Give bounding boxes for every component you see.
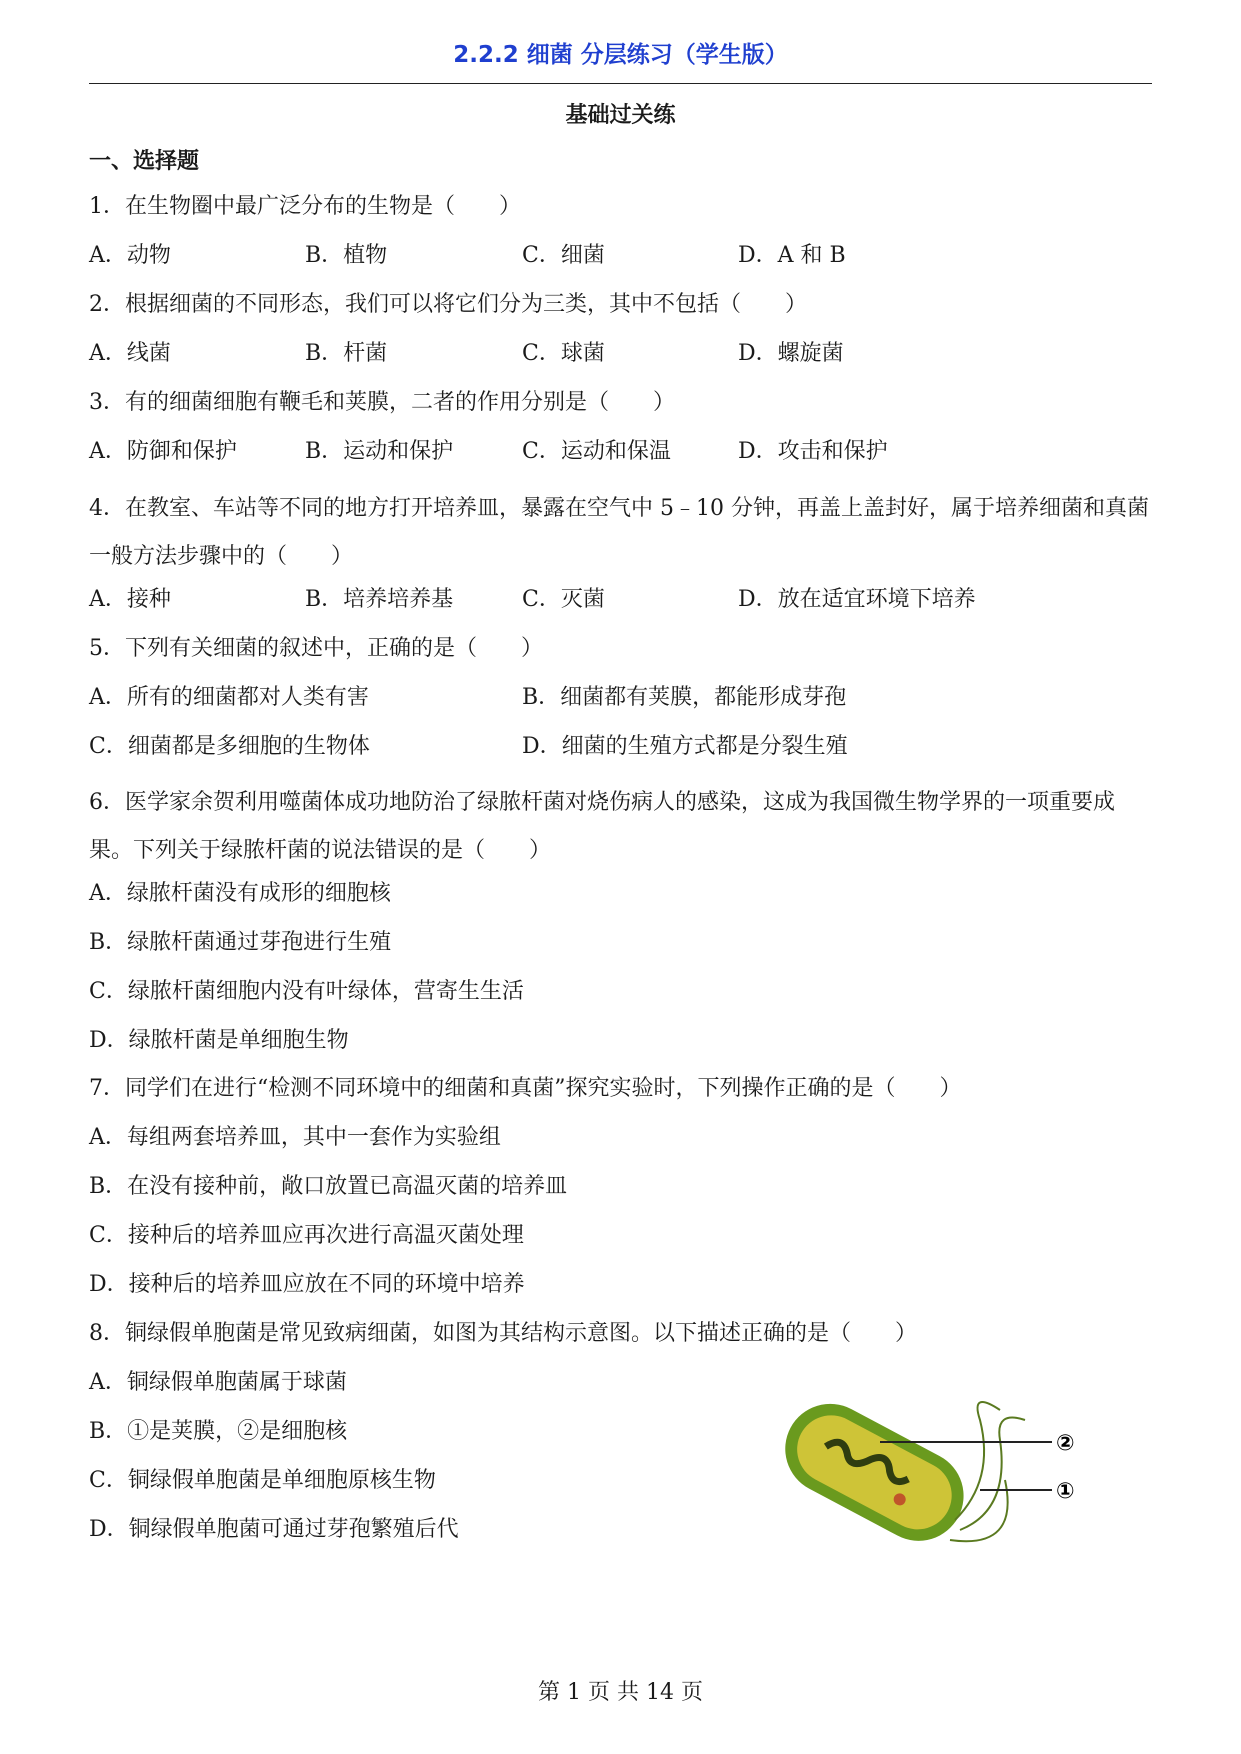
question-3-option-d[interactable]: D．攻击和保护 bbox=[738, 439, 888, 464]
question-8-option-d[interactable]: D．铜绿假单胞菌可通过芽孢繁殖后代 bbox=[89, 1517, 459, 1542]
question-7-option-d[interactable]: D．接种后的培养皿应放在不同的环境中培养 bbox=[89, 1272, 525, 1297]
question-7-stem: 7．同学们在进行“检测不同环境中的细菌和真菌”探究实验时，下列操作正确的是（ ） bbox=[89, 1076, 962, 1101]
question-8-option-a[interactable]: A．铜绿假单胞菌属于球菌 bbox=[89, 1370, 347, 1395]
question-1-stem: 1．在生物圈中最广泛分布的生物是（ ） bbox=[89, 194, 521, 219]
question-1-option-b[interactable]: B．植物 bbox=[305, 243, 388, 268]
question-4-option-b[interactable]: B．培养培养基 bbox=[305, 587, 454, 612]
question-6-option-c[interactable]: C．绿脓杆菌细胞内没有叶绿体，营寄生生活 bbox=[89, 979, 524, 1004]
header-divider bbox=[89, 83, 1152, 84]
label-1: ① bbox=[1056, 1479, 1075, 1504]
section-subtitle: 基础过关练 bbox=[565, 103, 676, 128]
question-1-option-a[interactable]: A．动物 bbox=[89, 243, 171, 268]
question-2-option-d[interactable]: D．螺旋菌 bbox=[738, 341, 844, 366]
question-3-stem: 3．有的细菌细胞有鞭毛和荚膜，二者的作用分别是（ ） bbox=[89, 390, 675, 415]
question-7-option-c[interactable]: C．接种后的培养皿应再次进行高温灭菌处理 bbox=[89, 1223, 524, 1248]
question-2-option-b[interactable]: B．杆菌 bbox=[305, 341, 388, 366]
question-2-stem: 2．根据细菌的不同形态，我们可以将它们分为三类，其中不包括（ ） bbox=[89, 292, 807, 317]
question-2-option-a[interactable]: A．线菌 bbox=[89, 341, 171, 366]
question-5-option-c[interactable]: C．细菌都是多细胞的生物体 bbox=[89, 734, 370, 759]
question-4-option-a[interactable]: A．接种 bbox=[89, 587, 171, 612]
page-footer: 第 1 页 共 14 页 bbox=[538, 1680, 703, 1705]
question-8-option-c[interactable]: C．铜绿假单胞菌是单细胞原核生物 bbox=[89, 1468, 436, 1493]
question-4-option-c[interactable]: C．灭菌 bbox=[522, 587, 605, 612]
question-2-option-c[interactable]: C．球菌 bbox=[522, 341, 605, 366]
question-4-stem: 4．在教室、车站等不同的地方打开培养皿，暴露在空气中 5﹣10 分钟，再盖上盖封好，属于培养细菌和真菌一般方法步骤中的（ ） bbox=[89, 496, 1149, 569]
question-5-option-d[interactable]: D．细菌的生殖方式都是分裂生殖 bbox=[522, 734, 848, 759]
header-title: 2.2.2 细菌 分层练习（学生版） bbox=[453, 42, 788, 68]
bacterium-structure-figure bbox=[760, 1370, 1080, 1570]
section-heading: 一、选择题 bbox=[89, 149, 200, 174]
question-6-option-a[interactable]: A．绿脓杆菌没有成形的细胞核 bbox=[89, 881, 391, 906]
question-3-option-b[interactable]: B．运动和保护 bbox=[305, 439, 454, 464]
question-3-option-c[interactable]: C．运动和保温 bbox=[522, 439, 671, 464]
question-5-option-b[interactable]: B．细菌都有荚膜，都能形成芽孢 bbox=[522, 685, 847, 710]
question-4-option-d[interactable]: D．放在适宜环境下培养 bbox=[738, 587, 976, 612]
question-3-option-a[interactable]: A．防御和保护 bbox=[89, 439, 237, 464]
question-8-stem: 8．铜绿假单胞菌是常见致病细菌，如图为其结构示意图。以下描述正确的是（ ） bbox=[89, 1321, 917, 1346]
label-2: ② bbox=[1056, 1431, 1075, 1456]
question-1-option-c[interactable]: C．细菌 bbox=[522, 243, 605, 268]
question-1-option-d[interactable]: D．A 和 B bbox=[738, 243, 846, 268]
question-7-option-b[interactable]: B．在没有接种前，敞口放置已高温灭菌的培养皿 bbox=[89, 1174, 568, 1199]
question-8-option-b[interactable]: B．①是荚膜，②是细胞核 bbox=[89, 1419, 348, 1444]
question-5-option-a[interactable]: A．所有的细菌都对人类有害 bbox=[89, 685, 369, 710]
question-5-stem: 5．下列有关细菌的叙述中，正确的是（ ） bbox=[89, 636, 543, 661]
question-6-option-b[interactable]: B．绿脓杆菌通过芽孢进行生殖 bbox=[89, 930, 392, 955]
question-6-option-d[interactable]: D．绿脓杆菌是单细胞生物 bbox=[89, 1028, 349, 1053]
question-7-option-a[interactable]: A．每组两套培养皿，其中一套作为实验组 bbox=[89, 1125, 501, 1150]
question-6-stem: 6．医学家余贺利用噬菌体成功地防治了绿脓杆菌对烧伤病人的感染，这成为我国微生物学界的一项重要成果。下列关于绿脓杆菌的说法错误的是（ ） bbox=[89, 790, 1116, 863]
flagellum-line bbox=[960, 1418, 1025, 1531]
